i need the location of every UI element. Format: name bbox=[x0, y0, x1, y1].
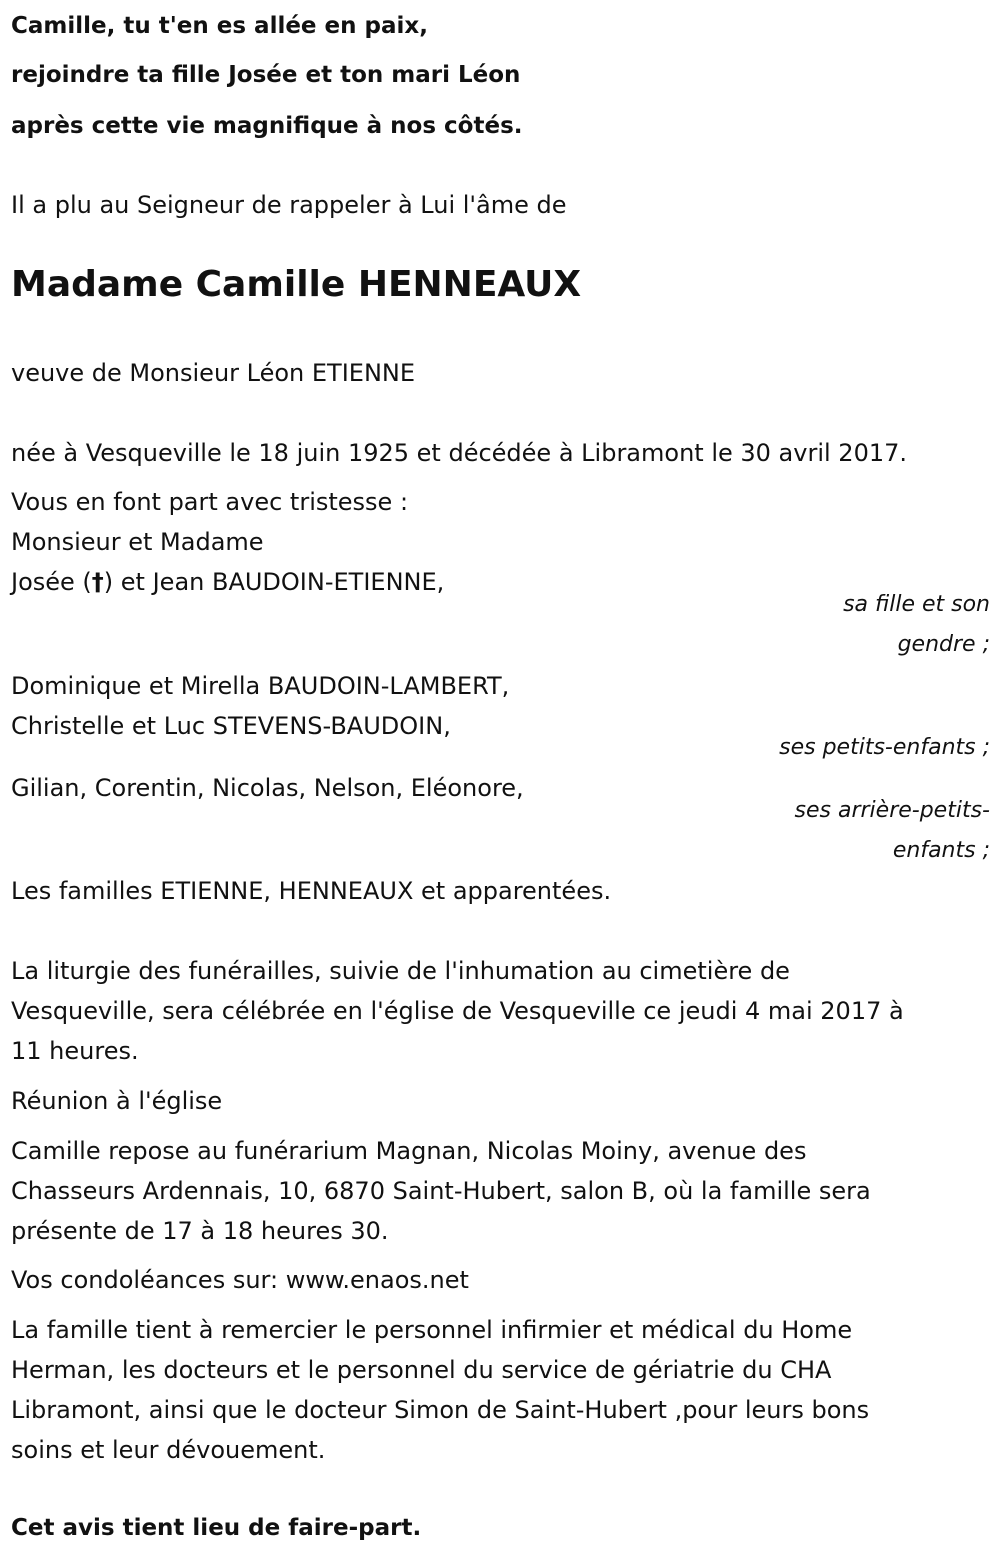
thanks-line-2: Herman, les docteurs et le personnel du service de gériatrie du CHA bbox=[11, 1356, 832, 1384]
family-daughter bbox=[11, 570, 444, 594]
intro-line-3: après cette vie magnifique à nos côtés. bbox=[11, 113, 523, 139]
role-daughter-2: gendre ; bbox=[897, 632, 990, 657]
thanks-line-3: Libramont, ainsi que le docteur Simon de Saint-Hubert ,pour leurs bons bbox=[11, 1396, 870, 1424]
meeting: Réunion à l'église bbox=[11, 1087, 223, 1115]
role-daughter-1: sa fille et son bbox=[843, 592, 990, 617]
role-great-1: ses arrière-petits- bbox=[794, 798, 990, 823]
rest-line-1: Camille repose au funérarium Magnan, Nicolas Moiny, avenue des bbox=[11, 1137, 807, 1165]
role-grandchildren: ses petits-enfants ; bbox=[779, 735, 990, 760]
birth-death: née à Vesqueville le 18 juin 1925 et décédée à Libramont le 30 avril 2017. bbox=[11, 439, 908, 467]
family-intro: Vous en font part avec tristesse : bbox=[11, 488, 409, 516]
liturgy-line-1: La liturgie des funérailles, suivie de l'inhumation au cimetière de bbox=[11, 957, 790, 985]
rest-line-3: présente de 17 à 18 heures 30. bbox=[11, 1217, 389, 1245]
thanks-line-1: La famille tient à remercier le personnel infirmier et médical du Home bbox=[11, 1316, 853, 1344]
widow-of: veuve de Monsieur Léon ETIENNE bbox=[11, 359, 416, 387]
intro-line-2: rejoindre ta fille Josée et ton mari Léon bbox=[11, 62, 521, 88]
grandchild-1: Dominique et Mirella BAUDOIN-LAMBERT, bbox=[11, 672, 510, 700]
rest-line-2: Chasseurs Ardennais, 10, 6870 Saint-Hubert, salon B, où la famille sera bbox=[11, 1177, 871, 1205]
deceased-name: Madame Camille HENNEAUX bbox=[11, 264, 582, 305]
liturgy-line-3: 11 heures. bbox=[11, 1037, 139, 1065]
josee-name: Josée ( bbox=[11, 568, 92, 596]
thanks-line-4: soins et leur dévouement. bbox=[11, 1436, 326, 1464]
cross-icon: † bbox=[91, 568, 104, 596]
families: Les familles ETIENNE, HENNEAUX et apparentées. bbox=[11, 877, 612, 905]
grandchild-2: Christelle et Luc STEVENS-BAUDOIN, bbox=[11, 712, 451, 740]
family-parents: Monsieur et Madame bbox=[11, 528, 264, 556]
josee-rest: ) et Jean BAUDOIN-ETIENNE, bbox=[103, 568, 445, 596]
intro-line-1: Camille, tu t'en es allée en paix, bbox=[11, 13, 428, 39]
role-great-2: enfants ; bbox=[892, 838, 990, 863]
condolences: Vos condoléances sur: www.enaos.net bbox=[11, 1266, 469, 1294]
announcement: Il a plu au Seigneur de rappeler à Lui l'âme de bbox=[11, 191, 567, 219]
closing: Cet avis tient lieu de faire-part. bbox=[11, 1515, 422, 1541]
liturgy-line-2: Vesqueville, sera célébrée en l'église de Vesqueville ce jeudi 4 mai 2017 à bbox=[11, 997, 904, 1025]
great-grandchildren: Gilian, Corentin, Nicolas, Nelson, Eléonore, bbox=[11, 774, 524, 802]
